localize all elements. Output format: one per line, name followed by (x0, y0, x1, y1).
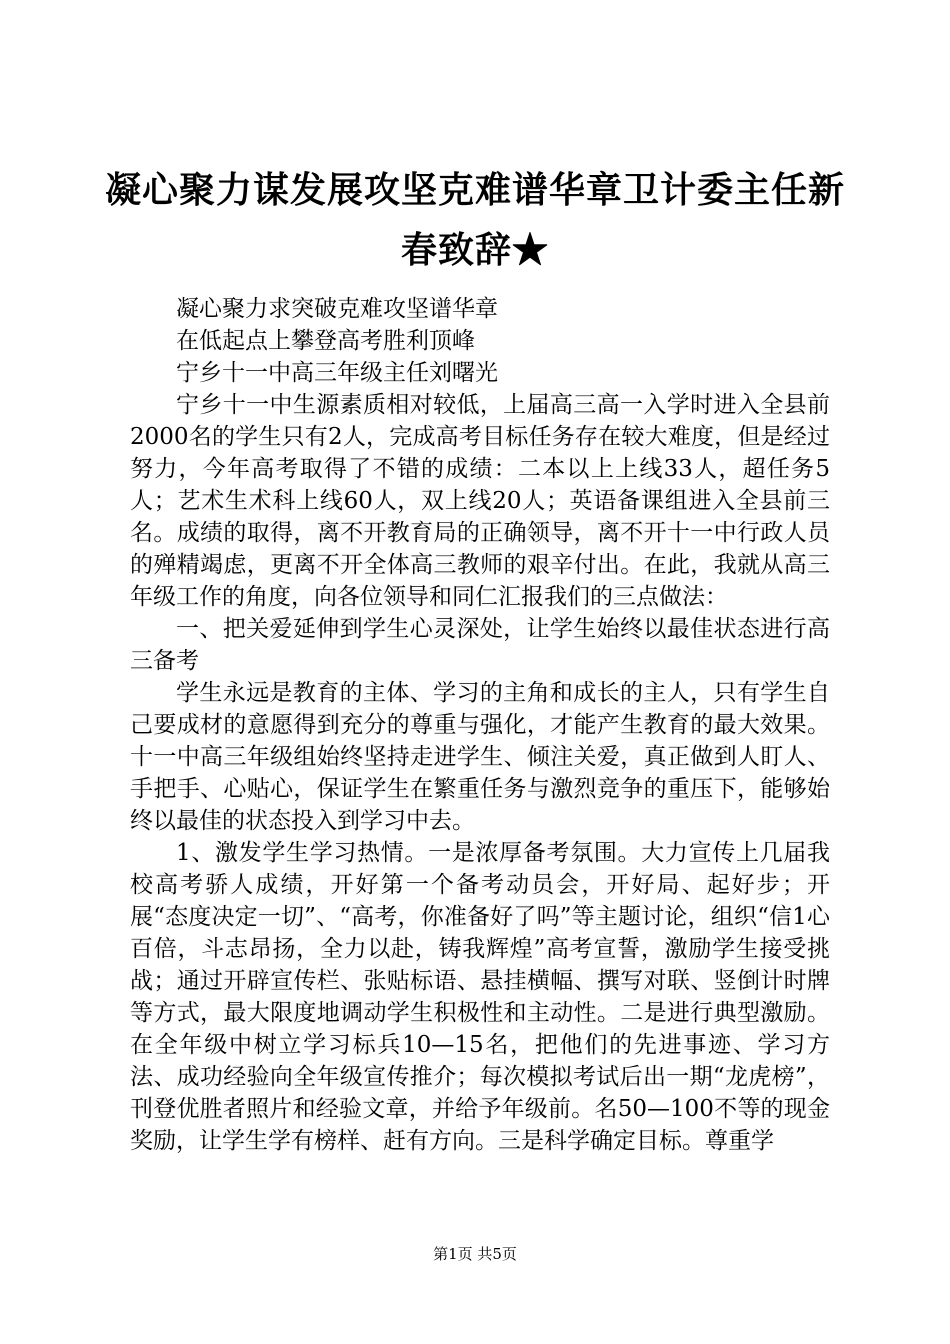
document-title (100, 160, 850, 280)
page-number-footer: 第1页 共5页 (433, 1245, 517, 1263)
body-paragraph: 宁乡十一中生源素质相对较低，上届高三高一入学时进入全县前2000名的学生只有2人，完成高考目标任务存在较大难度，但是经过努力，今年高考取得了不错的成绩：二本以上上线33人，超任务5人；艺术生术科上线60人，双上线20人；英语备课组进入全县前三名。成绩的取得，离不开教育局的正确领导，离不开十一中行政人员的殚精竭虑，更离不开全体高三教师的艰辛付出。在此，我就从高三年级工作的角度，向各位领导和同仁汇报我们的三点做法： (130, 392, 830, 610)
body-paragraph: 学生永远是教育的主体、学习的主角和成长的主人，只有学生自己要成材的意愿得到充分的尊重与强化，才能产生教育的最大效果。十一中高三年级组始终坚持走进学生、倾注关爱，真正做到人盯人、手把手、心贴心，保证学生在繁重任务与激烈竞争的重压下，能够始终以最佳的状态投入到学习中去。 (130, 680, 830, 834)
title-line-2: 春致辞★ (400, 229, 549, 271)
author-line: 宁乡十一中高三年级主任刘曙光 (176, 360, 498, 386)
subtitle-line: 在低起点上攀登高考胜利顶峰 (176, 328, 475, 354)
title-line-1: 凝心聚力谋发展攻坚克难谱华章卫计委主任新 (104, 169, 845, 211)
document-body (130, 293, 830, 1157)
section-heading: 一、把关爱延伸到学生心灵深处，让学生始终以最佳状态进行高三备考 (130, 616, 830, 674)
body-paragraph: 1、激发学生学习热情。一是浓厚备考氛围。大力宣传上几届我校高考骄人成绩，开好第一个备考动员会，开好局、起好步；开展“态度决定一切”、“高考，你准备好了吗”等主题讨论，组织“信1心百倍，斗志昂扬，全力以赴，铸我辉煌”高考宣誓，激励学生接受挑战；通过开辟宣传栏、张贴标语、悬挂横幅、撰写对联、竖倒计时牌等方式，最大限度地调动学生积极性和主动性。二是进行典型激励。在全年级中树立学习标兵10—15名，把他们的先进事迹、学习方法、成功经验向全年级宣传推介；每次模拟考试后出一期“龙虎榜”，刊登优胜者照片和经验文章，并给予年级前。名50—100不等的现金奖励，让学生学有榜样、赶有方向。三是科学确定目标。尊重学 (130, 840, 830, 1154)
subtitle-line: 凝心聚力求突破克难攻坚谱华章 (176, 296, 498, 322)
